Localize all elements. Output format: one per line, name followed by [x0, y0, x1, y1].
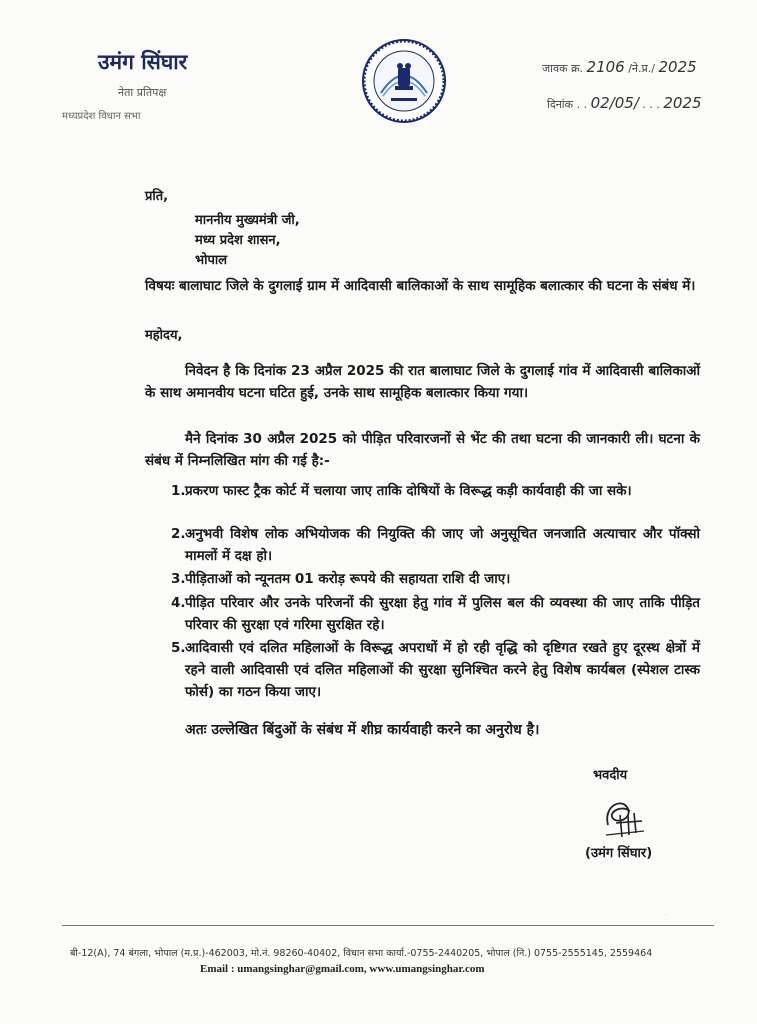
recipient-line-1: माननीय मुख्यमंत्री जी,	[195, 213, 300, 228]
demand-text: आदिवासी एवं दलित महिलाओं के विरूद्ध अपराधों में हो रही वृद्धि को दृष्टिगत रखते हुए दूरस्थ क्षेत्रों में रहने वाली आदिवासी एवं दलित महिलाओं की सुरक्षा सुनिश्चित करने हेतु विशेष कार्यबल (स्पेशल टास्क फोर्स) का गठन किया जाए।	[185, 640, 700, 700]
demand-item-1	[171, 480, 700, 502]
signatory-name: (उमंग सिंघार)	[585, 846, 653, 861]
demand-text: अनुभवी विशेष लोक अभियोजक की नियुक्ति की जाए जो अनुसूचित जनजाति अत्याचार और पॉक्सो मामलों में दक्ष हो।	[185, 526, 700, 564]
body-paragraph-1: निवेदन है कि दिनांक 23 अप्रैल 2025 की रात बालाघाट जिले के दुगलाई गांव में आदिवासी बालिकाओं के साथ अमानवीय घटना घटित हुई, उनके साथ सामूहिक बलात्कार किया गया।	[145, 363, 700, 401]
government-emblem-seal-icon	[361, 38, 447, 124]
letterhead-assembly: मध्यप्रदेश विधान सभा	[62, 111, 141, 122]
recipient-prefix: प्रति,	[145, 189, 169, 204]
recipient-line-2: मध्य प्रदेश शासन,	[195, 233, 281, 248]
scan-mark: ·	[665, 912, 667, 918]
reference-number-value: 2106	[586, 58, 625, 76]
valediction: भवदीय	[593, 768, 628, 783]
closing-request: अतः उल्लेखित बिंदुओं के संबंध में शीघ्र कार्यवाही करने का अनुरोध है।	[185, 722, 540, 738]
demand-number: 5.	[171, 640, 186, 656]
demand-number: 1.	[171, 483, 186, 499]
letter-date: दिनांक . . 02/05/ . . . 2025	[547, 94, 702, 112]
demand-item-3	[171, 568, 700, 590]
demand-text: पीड़ित परिवार और उनके परिजनों की सुरक्षा हेतु गांव में पुलिस बल की व्यवस्था की जाए ताकि पीड़ित परिवार की सुरक्षा एवं गरिमा सुरक्षित रहे।	[185, 595, 700, 633]
demand-number: 2.	[171, 526, 186, 542]
demand-number: 3.	[171, 571, 186, 587]
salutation: महोदय,	[145, 328, 183, 343]
demand-item-4	[171, 592, 700, 636]
reference-year: 2025	[658, 58, 697, 76]
letterhead-name: उमंग सिंघार	[98, 50, 188, 74]
letterhead-designation: नेता प्रतिपक्ष	[118, 86, 167, 99]
footer-address: बी-12(A), 74 बंगला, भोपाल (म.प्र.)-462003, मो.नं. 98260-40402, विधान सभा कार्या.-0755-2440205, भोपाल (नि.) 0755-2555145, 2559464	[70, 948, 653, 959]
demand-text: पीड़िताओं को न्यूनतम 01 करोड़ रूपये की सहायता राशि दी जाए।	[185, 571, 511, 587]
demand-item-5	[171, 637, 700, 703]
date-year: 2025	[663, 94, 702, 112]
subject-line: विषयः बालाघाट जिले के दुगलाई ग्राम में आदिवासी बालिकाओं के साथ सामूहिक बलात्कार की घटना के संबंध में।	[145, 278, 696, 294]
reference-suffix: /ने.प्र./	[628, 62, 655, 75]
reference-number	[542, 58, 697, 76]
body-paragraph-2: मैने दिनांक 30 अप्रैल 2025 को पीड़ित परिवारजनों से भेंट की तथा घटना की जानकारी ली। घटना के संबंध में निम्नलिखित मांग की गई है:-	[145, 431, 700, 469]
handwritten-signature-icon	[598, 795, 648, 841]
demand-number: 4.	[171, 595, 186, 611]
footer-divider	[62, 925, 714, 926]
demand-text: प्रकरण फास्ट ट्रैक कोर्ट में चलाया जाए ताकि दोषियों के विरूद्ध कड़ी कार्यवाही की जा सके।	[185, 483, 632, 499]
footer-email: Email : umangsinghar@gmail.com, www.umangsinghar.com	[200, 963, 485, 975]
reference-label: जावक क्र.	[542, 62, 584, 75]
recipient-line-3: भोपाल	[195, 253, 228, 268]
date-value: 02/05/	[590, 94, 639, 112]
demand-item-2	[171, 523, 700, 567]
date-label: दिनांक	[547, 98, 574, 111]
